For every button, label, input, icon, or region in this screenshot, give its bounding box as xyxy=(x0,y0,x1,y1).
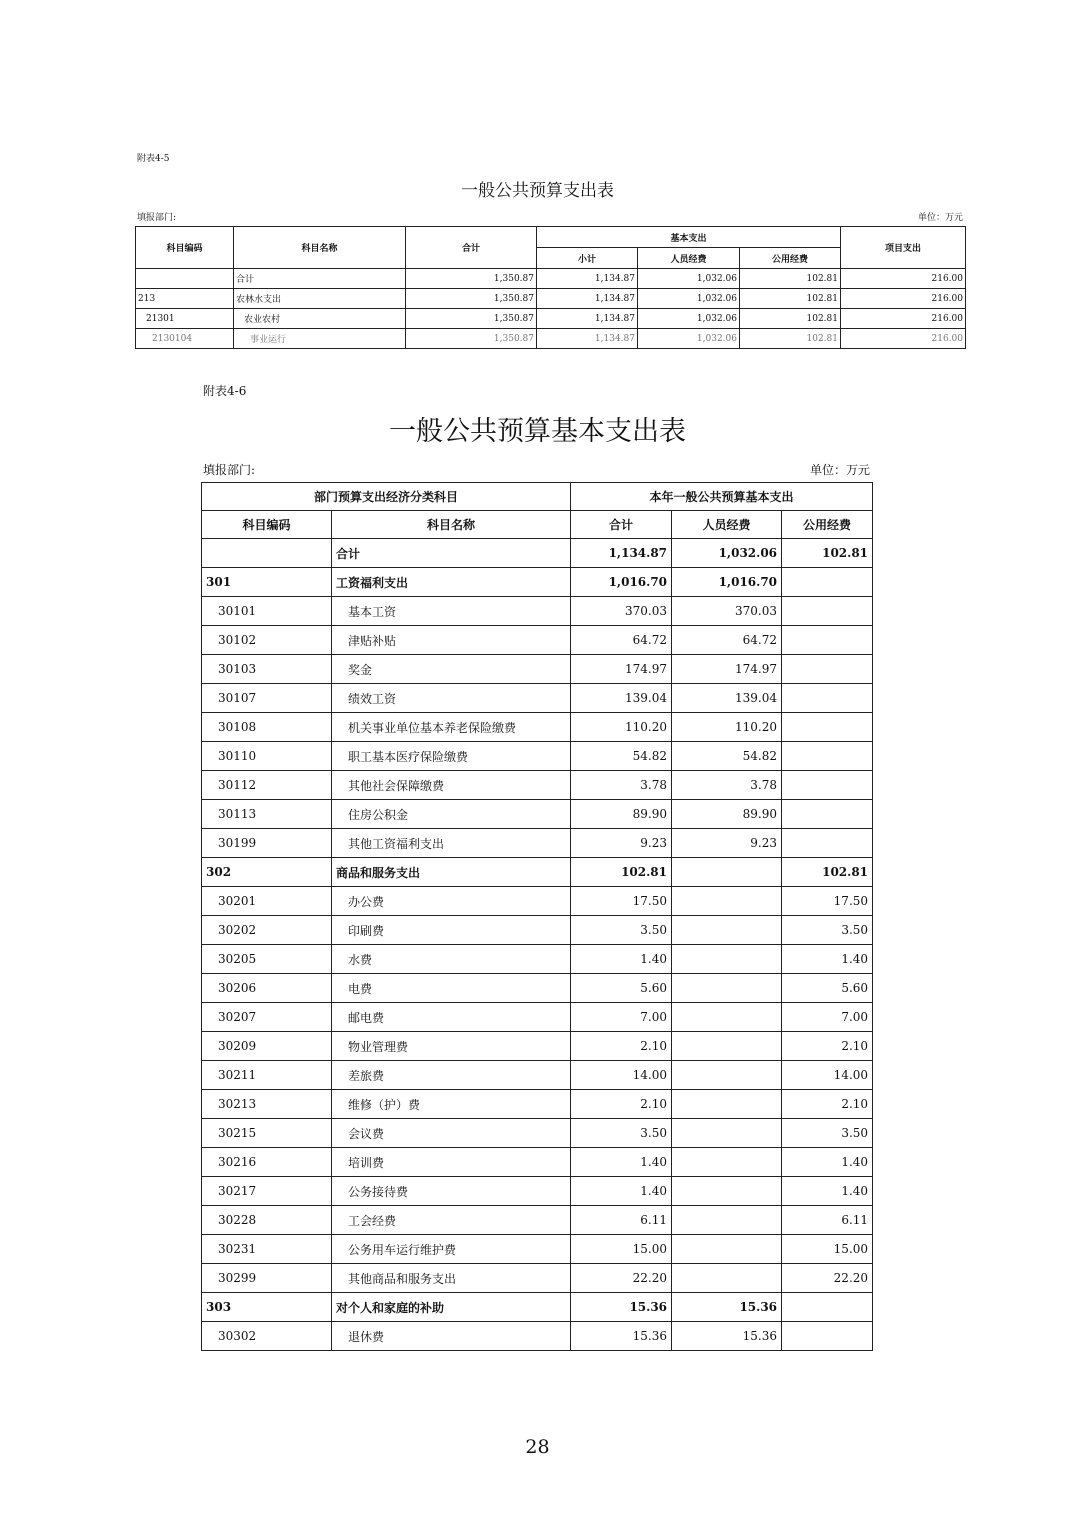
table2-cell-personnel xyxy=(672,1061,782,1090)
table2-cell-public: 5.60 xyxy=(782,974,873,1003)
table-row xyxy=(202,945,873,974)
table2-cell-personnel xyxy=(672,1235,782,1264)
table2-cell-personnel xyxy=(672,1264,782,1293)
table1-cell-subtotal: 1,134.87 xyxy=(537,269,638,289)
table2-header-code: 科目编码 xyxy=(202,511,332,539)
table2-cell-personnel: 15.36 xyxy=(672,1322,782,1351)
table1-attach-label: 附表4-5 xyxy=(137,154,170,164)
table-row xyxy=(202,539,873,568)
table1-cell-total: 1,350.87 xyxy=(406,329,537,349)
table2-cell-personnel xyxy=(672,974,782,1003)
table2-body xyxy=(202,539,873,1351)
table2-cell-public: 2.10 xyxy=(782,1032,873,1061)
table2-cell-total: 139.04 xyxy=(571,684,672,713)
table2-cell-code: 30299 xyxy=(202,1264,332,1293)
table2-cell-name: 物业管理费 xyxy=(332,1032,571,1061)
table1-cell-project: 216.00 xyxy=(841,289,966,309)
table-row xyxy=(202,1061,873,1090)
table2-cell-personnel xyxy=(672,1177,782,1206)
table-row xyxy=(202,800,873,829)
table2-cell-name: 印刷费 xyxy=(332,916,571,945)
table2-cell-public xyxy=(782,1293,873,1322)
page-number: 28 xyxy=(525,1436,550,1458)
table2-cell-name: 邮电费 xyxy=(332,1003,571,1032)
table1-header-total: 合计 xyxy=(406,227,537,269)
table2-cell-name: 工资福利支出 xyxy=(332,568,571,597)
table2-cell-code: 30231 xyxy=(202,1235,332,1264)
table2-cell-code: 30213 xyxy=(202,1090,332,1119)
table-row xyxy=(202,684,873,713)
table2-cell-total: 110.20 xyxy=(571,713,672,742)
table1-cell-project: 216.00 xyxy=(841,309,966,329)
table2-cell-personnel xyxy=(672,1206,782,1235)
table2-cell-personnel xyxy=(672,1003,782,1032)
table2-cell-public: 1.40 xyxy=(782,1177,873,1206)
table2-cell-personnel xyxy=(672,1090,782,1119)
table2-cell-total: 1.40 xyxy=(571,1148,672,1177)
table-row xyxy=(202,713,873,742)
table2-cell-name: 会议费 xyxy=(332,1119,571,1148)
table2-cell-total: 2.10 xyxy=(571,1090,672,1119)
table-row xyxy=(202,1235,873,1264)
table1-cell-total: 1,350.87 xyxy=(406,309,537,329)
table2-cell-code xyxy=(202,539,332,568)
table-row xyxy=(202,829,873,858)
table2-cell-public xyxy=(782,1322,873,1351)
table1-cell-subtotal: 1,134.87 xyxy=(537,329,638,349)
table1-cell-subtotal: 1,134.87 xyxy=(537,309,638,329)
table2-cell-total: 54.82 xyxy=(571,742,672,771)
table1-cell-project: 216.00 xyxy=(841,269,966,289)
table2-cell-public: 15.00 xyxy=(782,1235,873,1264)
table2-cell-total: 22.20 xyxy=(571,1264,672,1293)
table2-cell-personnel xyxy=(672,945,782,974)
table2-cell-public: 102.81 xyxy=(782,539,873,568)
table2-cell-public: 3.50 xyxy=(782,916,873,945)
table2-cell-personnel: 89.90 xyxy=(672,800,782,829)
table2-cell-total: 3.78 xyxy=(571,771,672,800)
table-row xyxy=(202,916,873,945)
table2-cell-code: 30112 xyxy=(202,771,332,800)
table-row xyxy=(202,858,873,887)
table2-header-name: 科目名称 xyxy=(332,511,571,539)
table2-cell-code: 30110 xyxy=(202,742,332,771)
table1-cell-name: 农林水支出 xyxy=(234,289,406,309)
table2-cell-code: 30217 xyxy=(202,1177,332,1206)
table2-cell-total: 174.97 xyxy=(571,655,672,684)
table2-cell-total: 2.10 xyxy=(571,1032,672,1061)
table2-cell-total: 6.11 xyxy=(571,1206,672,1235)
table2-cell-code: 30102 xyxy=(202,626,332,655)
table1-dept-label: 填报部门: xyxy=(137,213,177,223)
table-row xyxy=(202,626,873,655)
table2-cell-name: 商品和服务支出 xyxy=(332,858,571,887)
table2-header-public: 公用经费 xyxy=(782,511,873,539)
table-row xyxy=(202,1003,873,1032)
table2-cell-total: 17.50 xyxy=(571,887,672,916)
table2-cell-public: 6.11 xyxy=(782,1206,873,1235)
table1-cell-public: 102.81 xyxy=(740,289,841,309)
table2-cell-public xyxy=(782,655,873,684)
table1-cell-name: 合计 xyxy=(234,269,406,289)
table2-cell-public xyxy=(782,597,873,626)
table2-cell-personnel xyxy=(672,916,782,945)
table2-cell-code: 30207 xyxy=(202,1003,332,1032)
table2-cell-code: 30206 xyxy=(202,974,332,1003)
table2-cell-code: 303 xyxy=(202,1293,332,1322)
table2-cell-name: 住房公积金 xyxy=(332,800,571,829)
table2-header-group-right: 本年一般公共预算基本支出 xyxy=(571,483,873,511)
table2-cell-public: 3.50 xyxy=(782,1119,873,1148)
table1-cell-subtotal: 1,134.87 xyxy=(537,289,638,309)
table2-cell-name: 基本工资 xyxy=(332,597,571,626)
table-row xyxy=(202,1264,873,1293)
table2-unit-label: 单位：万元 xyxy=(809,463,870,477)
table2-cell-name: 办公费 xyxy=(332,887,571,916)
table2-cell-name: 电费 xyxy=(332,974,571,1003)
table2-cell-total: 15.36 xyxy=(571,1293,672,1322)
table2-cell-total: 1,016.70 xyxy=(571,568,672,597)
table-row xyxy=(202,655,873,684)
table2-cell-code: 301 xyxy=(202,568,332,597)
table2-cell-total: 1.40 xyxy=(571,945,672,974)
table1-cell-personnel: 1,032.06 xyxy=(638,329,740,349)
table2-cell-name: 其他商品和服务支出 xyxy=(332,1264,571,1293)
table-row xyxy=(202,742,873,771)
table2-cell-name: 维修（护）费 xyxy=(332,1090,571,1119)
table2-cell-name: 培训费 xyxy=(332,1148,571,1177)
table2-cell-total: 1.40 xyxy=(571,1177,672,1206)
table2-cell-total: 9.23 xyxy=(571,829,672,858)
table2-cell-personnel: 3.78 xyxy=(672,771,782,800)
table-row xyxy=(202,1322,873,1351)
table1-cell-code: 213 xyxy=(136,289,234,309)
table1-header-name: 科目名称 xyxy=(234,227,406,269)
table2-cell-total: 5.60 xyxy=(571,974,672,1003)
table2-cell-personnel xyxy=(672,1032,782,1061)
table1-cell-code: 2130104 xyxy=(136,329,234,349)
table2-cell-personnel xyxy=(672,858,782,887)
table1 xyxy=(135,226,966,349)
table1-header-subtotal: 小计 xyxy=(537,248,638,269)
table2-cell-name: 水费 xyxy=(332,945,571,974)
table1-body xyxy=(136,269,966,349)
table-row xyxy=(202,597,873,626)
table2-cell-name: 其他工资福利支出 xyxy=(332,829,571,858)
table1-header-code: 科目编码 xyxy=(136,227,234,269)
table2-cell-code: 30113 xyxy=(202,800,332,829)
table2-cell-personnel xyxy=(672,1119,782,1148)
table2-cell-code: 30215 xyxy=(202,1119,332,1148)
table2-cell-code: 30107 xyxy=(202,684,332,713)
table2-cell-public: 1.40 xyxy=(782,1148,873,1177)
table2-cell-code: 30101 xyxy=(202,597,332,626)
table2-cell-personnel: 174.97 xyxy=(672,655,782,684)
table1-cell-code: 21301 xyxy=(136,309,234,329)
table2-header-personnel: 人员经费 xyxy=(672,511,782,539)
table1-cell-personnel: 1,032.06 xyxy=(638,289,740,309)
table2-cell-name: 退休费 xyxy=(332,1322,571,1351)
table2-cell-public xyxy=(782,568,873,597)
table2-cell-name: 津贴补贴 xyxy=(332,626,571,655)
table2-cell-name: 差旅费 xyxy=(332,1061,571,1090)
table-row xyxy=(202,1090,873,1119)
table1-title: 一般公共预算支出表 xyxy=(461,181,614,201)
table2-cell-public xyxy=(782,829,873,858)
table-row xyxy=(202,1119,873,1148)
table2-cell-personnel xyxy=(672,887,782,916)
table2-cell-total: 3.50 xyxy=(571,1119,672,1148)
table1-cell-name: 事业运行 xyxy=(234,329,406,349)
table2-cell-total: 3.50 xyxy=(571,916,672,945)
table2-cell-name: 奖金 xyxy=(332,655,571,684)
table2-cell-public xyxy=(782,742,873,771)
table2-cell-name: 绩效工资 xyxy=(332,684,571,713)
table1-cell-total: 1,350.87 xyxy=(406,269,537,289)
table-row xyxy=(202,887,873,916)
table2-cell-code: 30103 xyxy=(202,655,332,684)
table2-cell-public: 1.40 xyxy=(782,945,873,974)
table2-cell-public: 7.00 xyxy=(782,1003,873,1032)
table1-header-personnel: 人员经费 xyxy=(638,248,740,269)
table2-cell-code: 30108 xyxy=(202,713,332,742)
table2-cell-code: 30205 xyxy=(202,945,332,974)
table2-cell-public: 17.50 xyxy=(782,887,873,916)
table2-cell-total: 370.03 xyxy=(571,597,672,626)
table2-cell-total: 64.72 xyxy=(571,626,672,655)
table2-cell-name: 公务接待费 xyxy=(332,1177,571,1206)
table2-header-total: 合计 xyxy=(571,511,672,539)
table1-cell-code xyxy=(136,269,234,289)
table2-cell-personnel: 110.20 xyxy=(672,713,782,742)
table2-cell-public: 22.20 xyxy=(782,1264,873,1293)
table2-cell-personnel: 1,016.70 xyxy=(672,568,782,597)
table2-cell-personnel: 54.82 xyxy=(672,742,782,771)
table2-cell-total: 15.36 xyxy=(571,1322,672,1351)
table2-cell-personnel: 1,032.06 xyxy=(672,539,782,568)
table2-attach-label: 附表4-6 xyxy=(203,384,247,398)
table2 xyxy=(201,482,873,1351)
table1-cell-project: 216.00 xyxy=(841,329,966,349)
table-row xyxy=(202,771,873,800)
table1-cell-personnel: 1,032.06 xyxy=(638,309,740,329)
table2-cell-personnel: 15.36 xyxy=(672,1293,782,1322)
table2-cell-name: 其他社会保障缴费 xyxy=(332,771,571,800)
table2-cell-public xyxy=(782,626,873,655)
table2-cell-code: 30209 xyxy=(202,1032,332,1061)
table1-cell-total: 1,350.87 xyxy=(406,289,537,309)
table2-cell-code: 30216 xyxy=(202,1148,332,1177)
table1-header-project: 项目支出 xyxy=(841,227,966,269)
table2-cell-name: 职工基本医疗保险缴费 xyxy=(332,742,571,771)
table2-cell-name: 对个人和家庭的补助 xyxy=(332,1293,571,1322)
table2-cell-personnel: 139.04 xyxy=(672,684,782,713)
table2-cell-total: 14.00 xyxy=(571,1061,672,1090)
table2-cell-name: 合计 xyxy=(332,539,571,568)
table1-header-public: 公用经费 xyxy=(740,248,841,269)
table2-cell-personnel: 370.03 xyxy=(672,597,782,626)
table2-cell-public xyxy=(782,713,873,742)
table2-cell-code: 30302 xyxy=(202,1322,332,1351)
table2-cell-name: 公务用车运行维护费 xyxy=(332,1235,571,1264)
table2-cell-name: 机关事业单位基本养老保险缴费 xyxy=(332,713,571,742)
table2-header-group-left: 部门预算支出经济分类科目 xyxy=(202,483,571,511)
table2-cell-public xyxy=(782,800,873,829)
table1-cell-public: 102.81 xyxy=(740,309,841,329)
table1-header-basic: 基本支出 xyxy=(537,227,841,248)
table2-cell-total: 1,134.87 xyxy=(571,539,672,568)
table2-cell-public: 102.81 xyxy=(782,858,873,887)
table2-cell-code: 30201 xyxy=(202,887,332,916)
table2-cell-total: 89.90 xyxy=(571,800,672,829)
table2-cell-public: 14.00 xyxy=(782,1061,873,1090)
table1-unit-label: 单位：万元 xyxy=(917,213,963,223)
table-row xyxy=(202,974,873,1003)
table2-cell-code: 30228 xyxy=(202,1206,332,1235)
table-row xyxy=(202,1177,873,1206)
table-row xyxy=(202,1206,873,1235)
table-row xyxy=(136,329,966,349)
table2-cell-code: 30211 xyxy=(202,1061,332,1090)
table2-cell-public: 2.10 xyxy=(782,1090,873,1119)
table2-cell-total: 102.81 xyxy=(571,858,672,887)
table2-cell-personnel: 9.23 xyxy=(672,829,782,858)
table1-cell-public: 102.81 xyxy=(740,269,841,289)
table-row xyxy=(202,1032,873,1061)
table2-cell-public xyxy=(782,684,873,713)
table2-cell-code: 30199 xyxy=(202,829,332,858)
table2-cell-public xyxy=(782,771,873,800)
table1-cell-personnel: 1,032.06 xyxy=(638,269,740,289)
table-row xyxy=(202,568,873,597)
table2-cell-name: 工会经费 xyxy=(332,1206,571,1235)
table-row xyxy=(136,289,966,309)
table2-cell-personnel xyxy=(672,1148,782,1177)
table2-dept-label: 填报部门: xyxy=(203,463,256,477)
table1-cell-name: 农业农村 xyxy=(234,309,406,329)
table-row xyxy=(202,1293,873,1322)
table-row xyxy=(202,1148,873,1177)
table2-cell-code: 302 xyxy=(202,858,332,887)
table-row xyxy=(136,309,966,329)
table1-header xyxy=(136,227,966,269)
table2-cell-total: 7.00 xyxy=(571,1003,672,1032)
table2-cell-total: 15.00 xyxy=(571,1235,672,1264)
table2-cell-code: 30202 xyxy=(202,916,332,945)
table1-cell-public: 102.81 xyxy=(740,329,841,349)
table2-title: 一般公共预算基本支出表 xyxy=(389,416,686,447)
table2-header xyxy=(202,483,873,539)
table2-cell-personnel: 64.72 xyxy=(672,626,782,655)
table-row xyxy=(136,269,966,289)
